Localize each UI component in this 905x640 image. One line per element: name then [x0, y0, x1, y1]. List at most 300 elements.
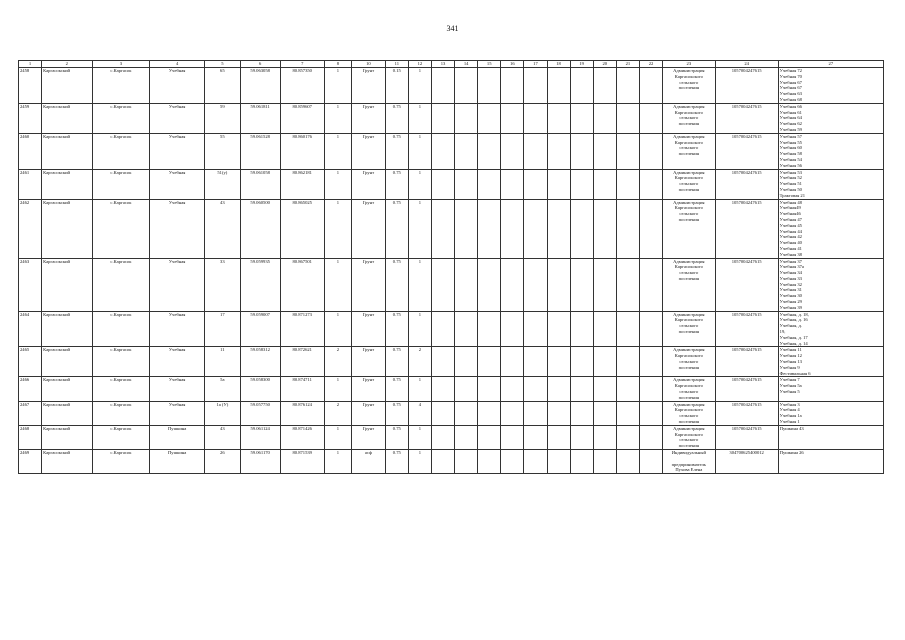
column-header: 23 [663, 61, 716, 68]
column-header: 19 [570, 61, 593, 68]
cell-surface: Грунт [352, 199, 386, 258]
cell-inn: 1057004247615 [715, 258, 778, 311]
column-header: 6 [240, 61, 280, 68]
cell-addresses [778, 347, 883, 377]
cell-c12: 1 [408, 199, 431, 258]
empty-cell [524, 401, 547, 425]
cell-street: Учебная [150, 377, 205, 401]
cell-surface: Грунт [352, 401, 386, 425]
cell-addresses [778, 425, 883, 449]
table-row [19, 169, 884, 199]
cell-lat: 59.061058 [240, 169, 280, 199]
cell-village: с.Каргасок [92, 133, 150, 169]
empty-cell [455, 425, 478, 449]
column-header: 13 [431, 61, 454, 68]
cell-width: 0.75 [385, 377, 408, 401]
cell-owner [663, 68, 716, 104]
addresses-line: Учебная 34 [779, 270, 802, 276]
empty-cell [593, 450, 616, 474]
addresses-line: Учебная 56 [779, 162, 802, 168]
cell-surface: Грунт [352, 169, 386, 199]
addresses-line: Учебная 52 [779, 175, 802, 181]
addresses-line: Учебная 11 [779, 347, 802, 353]
empty-cell [547, 347, 570, 377]
empty-cell [570, 347, 593, 377]
table-row [19, 311, 884, 347]
empty-cell [501, 68, 524, 104]
empty-cell [639, 68, 662, 104]
empty-cell [639, 133, 662, 169]
owner-line: Администрация [673, 401, 705, 407]
column-header: 8 [324, 61, 351, 68]
addresses-line: Учебная 70 [779, 73, 802, 79]
addresses-line: Учебная 45 [779, 222, 802, 228]
cell-inn: 1057004247615 [715, 311, 778, 347]
cell-owner [663, 401, 716, 425]
empty-cell [455, 450, 478, 474]
cell-c12: 2 [408, 347, 431, 377]
table-row [19, 401, 884, 425]
addresses-line: Учебная49 [779, 205, 801, 211]
owner-line: поселения [678, 394, 699, 400]
cell-lanes: 2 [324, 347, 351, 377]
empty-cell [570, 401, 593, 425]
cell-lanes: 1 [324, 169, 351, 199]
cell-house: 51(у) [204, 169, 240, 199]
cell-street: Учебная [150, 311, 205, 347]
empty-cell [639, 377, 662, 401]
addresses-line: Учебная 48 [779, 199, 802, 205]
empty-cell [593, 258, 616, 311]
cell-lanes: 1 [324, 425, 351, 449]
cell-lat: 59.061170 [240, 450, 280, 474]
cell-c12: 1 [408, 450, 431, 474]
empty-cell [616, 68, 639, 104]
owner-line: сельского [679, 323, 699, 329]
owner-line: Каргасокского [674, 73, 703, 79]
empty-cell [524, 311, 547, 347]
empty-cell [616, 401, 639, 425]
empty-cell [501, 377, 524, 401]
cell-addresses [778, 199, 883, 258]
empty-cell [478, 133, 501, 169]
owner-line: Администрация [673, 347, 705, 353]
cell-surface: Грунт [352, 103, 386, 133]
owner-line: сельского [679, 437, 699, 443]
table-row [19, 377, 884, 401]
owner-line: сельского [679, 145, 699, 151]
empty-cell [639, 401, 662, 425]
empty-cell [639, 311, 662, 347]
owner-line: Пухова Елена [675, 467, 703, 473]
cell-owner [663, 450, 716, 474]
empty-cell [431, 311, 454, 347]
cell-district: Каргасокский [42, 133, 92, 169]
owner-line: поселения [678, 329, 699, 335]
addresses-line: Учебная 9 [779, 364, 800, 370]
empty-cell [639, 103, 662, 133]
cell-lanes: 1 [324, 199, 351, 258]
owner-line: Администрация [673, 199, 705, 205]
cell-lat: 59.061528 [240, 133, 280, 169]
cell-district: Каргасокский [42, 103, 92, 133]
cell-street: Учебная [150, 68, 205, 104]
addresses-line: Учебная 68 [779, 96, 802, 102]
registry-table [18, 60, 884, 474]
addresses-line: Учебная 61 [779, 109, 802, 115]
empty-cell [639, 258, 662, 311]
addresses-line: Учебная 59 [779, 126, 802, 132]
owner-line: Администрация [673, 68, 705, 73]
cell-id: 2469 [19, 450, 42, 474]
empty-cell [547, 199, 570, 258]
column-header: 17 [524, 61, 547, 68]
cell-village: с.Каргасок [92, 103, 150, 133]
empty-cell [524, 68, 547, 104]
cell-width: 0.75 [385, 450, 408, 474]
empty-cell [524, 169, 547, 199]
empty-cell [547, 425, 570, 449]
table-row [19, 347, 884, 377]
owner-line: Каргасокского [674, 383, 703, 389]
empty-cell [593, 133, 616, 169]
cell-lanes: 1 [324, 450, 351, 474]
owner-line: сельского [679, 115, 699, 121]
empty-cell [455, 68, 478, 104]
cell-house: 17 [204, 311, 240, 347]
cell-width: 0.75 [385, 425, 408, 449]
empty-cell [431, 401, 454, 425]
empty-cell [547, 311, 570, 347]
empty-cell [524, 425, 547, 449]
cell-owner [663, 377, 716, 401]
addresses-line: Учебная 44 [779, 228, 802, 234]
cell-owner [663, 169, 716, 199]
addresses-line: Учебная 31 [779, 287, 802, 293]
empty-cell [593, 199, 616, 258]
cell-surface: Грунт [352, 68, 386, 104]
cell-village: с.Каргасок [92, 169, 150, 199]
column-header: 1 [19, 61, 42, 68]
cell-house: 1а (У) [204, 401, 240, 425]
empty-cell [431, 103, 454, 133]
addresses-line: Учебная 55 [779, 139, 802, 145]
owner-line: Каргасокского [674, 139, 703, 145]
addresses-line: Учебная 38 [779, 251, 802, 257]
empty-cell [616, 425, 639, 449]
addresses-line: Учебная, д. 14 [779, 340, 808, 346]
column-header: 16 [501, 61, 524, 68]
empty-cell [478, 68, 501, 104]
empty-cell [501, 347, 524, 377]
cell-street: Учебная [150, 133, 205, 169]
empty-cell [431, 68, 454, 104]
cell-c12: 1 [408, 377, 431, 401]
owner-line: Администрация [673, 169, 705, 175]
owner-line: предприниматель [671, 461, 707, 467]
cell-house: 5а [204, 377, 240, 401]
empty-cell [431, 169, 454, 199]
cell-id: 2466 [19, 377, 42, 401]
empty-cell [593, 347, 616, 377]
addresses-line: Учебная 67 [779, 79, 802, 85]
addresses-line: Учебная 5 [779, 389, 800, 395]
cell-c12: 1 [408, 103, 431, 133]
cell-addresses [778, 377, 883, 401]
addresses-line: Учебная 7 [779, 377, 800, 383]
cell-village: с.Каргасок [92, 347, 150, 377]
addresses-line: Пушкина 26 [779, 450, 804, 455]
cell-lanes: 1 [324, 377, 351, 401]
cell-addresses [778, 103, 883, 133]
cell-lat: 59.059007 [240, 311, 280, 347]
addresses-line: Учебная 41 [779, 245, 802, 251]
empty-cell [455, 103, 478, 133]
empty-cell [616, 199, 639, 258]
cell-inn: 1057004247615 [715, 169, 778, 199]
cell-district: Каргасокский [42, 68, 92, 104]
cell-owner [663, 347, 716, 377]
column-header: 20 [593, 61, 616, 68]
cell-house: 33 [204, 258, 240, 311]
cell-width: 0.75 [385, 347, 408, 377]
cell-house: 55 [204, 133, 240, 169]
owner-line: поселения [678, 216, 699, 222]
column-header: 11 [385, 61, 408, 68]
addresses-line: Учебная, д. 18, [779, 311, 809, 317]
cell-c12: 1 [408, 311, 431, 347]
empty-cell [501, 311, 524, 347]
cell-lat: 59.058300 [240, 377, 280, 401]
addresses-line: Учебная 62 [779, 121, 802, 127]
table-row [19, 133, 884, 169]
owner-line: сельского [679, 389, 699, 395]
cell-village: с.Каргасок [92, 199, 150, 258]
owner-line: сельского [679, 270, 699, 276]
column-header: 12 [408, 61, 431, 68]
addresses-line: Учебная 60 [779, 145, 802, 151]
empty-cell [524, 103, 547, 133]
empty-cell [524, 377, 547, 401]
addresses-line: Учебная 57 [779, 133, 802, 139]
cell-surface: асф [352, 450, 386, 474]
cell-village: с.Каргасок [92, 425, 150, 449]
addresses-line: Учебная 39 [779, 304, 802, 310]
owner-line: сельского [679, 79, 699, 85]
cell-house: 59 [204, 103, 240, 133]
empty-cell [593, 169, 616, 199]
empty-cell [570, 133, 593, 169]
cell-owner [663, 311, 716, 347]
empty-cell [616, 103, 639, 133]
empty-cell [524, 258, 547, 311]
addresses-line: Учебная, д. 17 [779, 334, 808, 340]
empty-cell [431, 199, 454, 258]
empty-cell [524, 347, 547, 377]
empty-cell [547, 68, 570, 104]
owner-line: поселения [678, 275, 699, 281]
cell-district: Каргасокский [42, 199, 92, 258]
addresses-line: Учебная 37 [779, 258, 802, 264]
empty-cell [639, 199, 662, 258]
owner-line: Каргасокского [674, 264, 703, 270]
cell-surface: Грунт [352, 258, 386, 311]
cell-id: 2460 [19, 133, 42, 169]
table-row [19, 199, 884, 258]
column-header: 4 [150, 61, 205, 68]
cell-inn: 1057004247615 [715, 401, 778, 425]
addresses-line: Учебная 58 [779, 151, 802, 157]
addresses-line: Трактовая 21 [779, 192, 806, 198]
empty-cell [547, 377, 570, 401]
empty-cell [501, 258, 524, 311]
column-header: 2 [42, 61, 92, 68]
cell-lat: 59.061124 [240, 425, 280, 449]
empty-cell [616, 450, 639, 474]
cell-id: 2462 [19, 199, 42, 258]
empty-cell [639, 450, 662, 474]
owner-line: поселения [678, 121, 699, 127]
cell-addresses [778, 450, 883, 474]
cell-lon: 80.859607 [280, 103, 324, 133]
empty-cell [478, 103, 501, 133]
cell-surface: Грунт [352, 311, 386, 347]
column-header: 27 [778, 61, 883, 68]
cell-house: 26 [204, 450, 240, 474]
cell-id: 2465 [19, 347, 42, 377]
table-row [19, 103, 884, 133]
cell-lat: 59.058312 [240, 347, 280, 377]
column-header: 3 [92, 61, 150, 68]
empty-cell [501, 169, 524, 199]
cell-lon: 80.865025 [280, 199, 324, 258]
cell-house: 65 [204, 68, 240, 104]
cell-width: 0.75 [385, 401, 408, 425]
empty-cell [501, 199, 524, 258]
empty-cell [570, 377, 593, 401]
table-row [19, 68, 884, 104]
addresses-line: Пушкина 43 [779, 425, 804, 431]
cell-inn: 1057004247615 [715, 347, 778, 377]
cell-village: с.Каргасок [92, 68, 150, 104]
owner-line: сельского [679, 181, 699, 187]
owner-line: Администрация [673, 258, 705, 264]
empty-cell [593, 103, 616, 133]
cell-lat: 59.059935 [240, 258, 280, 311]
cell-addresses [778, 258, 883, 311]
column-header-row [19, 61, 884, 68]
addresses-line: Фестивальная 6 [779, 370, 811, 376]
owner-line: поселения [678, 364, 699, 370]
empty-cell [570, 311, 593, 347]
cell-id: 2464 [19, 311, 42, 347]
addresses-line: Учебная 42 [779, 234, 802, 240]
empty-cell [455, 169, 478, 199]
addresses-line: Учебная 53 [779, 169, 802, 175]
empty-cell [593, 377, 616, 401]
empty-cell [593, 401, 616, 425]
owner-line: Каргасокского [674, 431, 703, 437]
cell-inn: 1057004247615 [715, 133, 778, 169]
column-header: 5 [204, 61, 240, 68]
cell-street: Пушкина [150, 450, 205, 474]
empty-cell [478, 199, 501, 258]
table-row [19, 258, 884, 311]
addresses-line: Учебная 47 [779, 216, 802, 222]
cell-owner [663, 425, 716, 449]
empty-cell [524, 450, 547, 474]
cell-addresses [778, 169, 883, 199]
addresses-line: Учебная 72 [779, 68, 802, 73]
cell-width: 0.75 [385, 199, 408, 258]
empty-cell [501, 133, 524, 169]
addresses-line: Учебная 37а [779, 264, 804, 270]
empty-cell [639, 425, 662, 449]
empty-cell [431, 450, 454, 474]
cell-c12: 4 [408, 401, 431, 425]
empty-cell [478, 347, 501, 377]
cell-lanes: 2 [324, 401, 351, 425]
cell-house: 43 [204, 425, 240, 449]
empty-cell [639, 347, 662, 377]
cell-addresses [778, 401, 883, 425]
column-header: 7 [280, 61, 324, 68]
addresses-line: Учебная 1 [779, 419, 800, 425]
addresses-line: Учебная 3 [779, 401, 800, 407]
empty-cell [547, 450, 570, 474]
owner-line: Каргасокского [674, 317, 703, 323]
cell-id: 2458 [19, 68, 42, 104]
cell-lon: 80.867501 [280, 258, 324, 311]
cell-width: 0.75 [385, 311, 408, 347]
cell-district: Каргасокский [42, 169, 92, 199]
cell-lon: 80.871539 [280, 450, 324, 474]
table-row [19, 425, 884, 449]
owner-line: Администрация [673, 377, 705, 383]
empty-cell [431, 133, 454, 169]
empty-cell [501, 401, 524, 425]
addresses-line: 19, [779, 329, 786, 335]
cell-id: 2459 [19, 103, 42, 133]
cell-c12: 1 [408, 133, 431, 169]
cell-c12: 1 [408, 425, 431, 449]
cell-house: 43 [204, 199, 240, 258]
addresses-line: Учебная 33 [779, 275, 802, 281]
addresses-line: Учебная, д. [779, 323, 802, 329]
empty-cell [547, 401, 570, 425]
cell-id: 2468 [19, 425, 42, 449]
empty-cell [616, 311, 639, 347]
owner-line: Каргасокского [674, 353, 703, 359]
cell-lon: 80.871426 [280, 425, 324, 449]
owner-line: поселения [678, 419, 699, 425]
empty-cell [570, 258, 593, 311]
cell-owner [663, 258, 716, 311]
addresses-line: Учебная 64 [779, 115, 802, 121]
owner-line: поселения [678, 151, 699, 157]
owner-line: Индивидуальный [671, 450, 706, 455]
cell-id: 2467 [19, 401, 42, 425]
cell-inn: 1057004247615 [715, 103, 778, 133]
cell-street: Учебная [150, 347, 205, 377]
empty-cell [501, 450, 524, 474]
cell-lat: 59.061811 [240, 103, 280, 133]
owner-line: Каргасокского [674, 407, 703, 413]
addresses-line: Учебная 12 [779, 353, 802, 359]
empty-cell [478, 450, 501, 474]
column-header: 14 [455, 61, 478, 68]
cell-lanes: 1 [324, 68, 351, 104]
